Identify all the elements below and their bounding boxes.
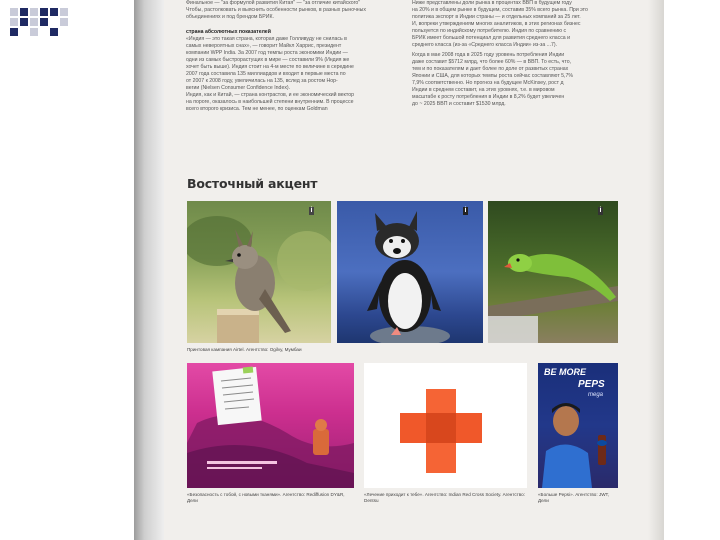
text-line: политика экспорт в Индии страны — и отдельных компаний за 25 лет. xyxy=(412,14,581,20)
text-line: 7,9% соответственно. Но прогноз на будущее McKinsey, рост д xyxy=(412,80,564,86)
text-line: масштабе к росту потребления в Индии в 8,2% будет увеличен xyxy=(412,94,565,100)
slide-square-navy-2 xyxy=(40,8,48,16)
slide-square-light-5 xyxy=(30,18,38,26)
text-line: пользуется по индийскому потребителю. Индия по сравнению с xyxy=(412,28,567,34)
left-text-column xyxy=(186,0,401,162)
slide-square-navy-7 xyxy=(50,28,58,36)
cricketer-illustration xyxy=(538,363,618,488)
text-line: самых невероятных снах», — говорит Майкл Харрис, президент xyxy=(186,43,342,49)
text-line: хочет быть выше). Индия стоит на 4-м месте по величине в середине xyxy=(186,64,354,70)
slide-square-navy-1 xyxy=(20,8,28,16)
row2-right-caption: «Больше Pepsi». Агентство: JWT, Дели xyxy=(538,492,610,503)
text-line: Ниже представлены доли рынка в процентах ВВП в будущем году xyxy=(412,0,572,6)
row2-mid-caption: «Лечение приходит к тебе». Агентство: Indian Red Cross Society. Агентство: Dentsu xyxy=(364,492,525,503)
text-line: Финальное — "за формулой развития Китая" — "за отличие китайского" xyxy=(186,0,361,6)
section-heading: Восточный акцент xyxy=(187,176,318,191)
slide-square-light-2 xyxy=(30,8,38,16)
text-line: до ~ 2025 ВВП и составит $1530 млрд. xyxy=(412,101,506,107)
text-line: от 2007 к 2008 году, увеличилась на 135, вслед за ростом Нор- xyxy=(186,78,338,84)
row2-left-caption: «Безопасность с тобой, с новыми тканями». Агентство: Rediffusion DY&R, Дели xyxy=(187,492,345,503)
text-line: 2007 года составила 135 миллиардов и входит в первые места по xyxy=(186,71,346,77)
text-line: И, вопреки утверждениям многих аналитиков, в этих регионах бизнес xyxy=(412,21,581,27)
text-line: тем и по показателям и дает более по доле от развитых странах xyxy=(412,66,569,72)
plus-sign-illustration xyxy=(364,363,527,488)
slide-square-navy-5 xyxy=(40,18,48,26)
text-line: на пороге, оказалось в наибольшей степени внутренним. В процессе xyxy=(186,99,354,105)
text-line: Когда в мае 2008 года в 2025 году уровень потребления Индии xyxy=(412,52,565,58)
text-line: объединениях и под брендом БРИК. xyxy=(186,14,274,20)
slide-square-navy-6 xyxy=(10,28,18,36)
column-subheading: страна абсолютных показателей xyxy=(186,29,271,35)
text-line: Индия, как и Китай, — страна контрастов, и ее экономический вектор xyxy=(186,92,354,98)
text-line: даже составит $5712 млрд, что более 60% — в ВВП. То есть, что, xyxy=(412,59,572,65)
page-edge-shadow xyxy=(648,0,664,540)
slide-square-light-1 xyxy=(10,8,18,16)
text-line: Чтобы, растолковать и выяснить особенности рынков, в разных рыночных xyxy=(186,7,366,13)
bird-photo xyxy=(187,201,331,343)
row1-caption: Принтовая кампания Airtel. Агентство: Ogilvy, Мумбаи xyxy=(187,347,302,352)
text-line: на 20% и в общем рынке в будущем, составив 35% всего рынка. При это xyxy=(412,7,588,13)
husky-penguin-photo xyxy=(337,201,483,343)
text-line: Индии в среднем составит, на этих уровнях, т.е. в мировом xyxy=(412,87,555,93)
poster-headline: BE MORE xyxy=(544,367,587,377)
slide-square-navy-3 xyxy=(50,8,58,16)
text-line: Японии и США, для которых темпы роста сейчас составляют 5,7% xyxy=(412,73,573,79)
red-cross-ad xyxy=(364,363,527,488)
textile-ad-illustration xyxy=(187,363,354,488)
slide-square-light-6 xyxy=(60,18,68,26)
text-line: БРИК имеет большой потенциал для развития среднего класса и xyxy=(412,35,571,41)
right-text-column xyxy=(412,0,618,162)
poster-brand: PEPS xyxy=(578,379,605,390)
text-line: компании WPP India. За 2007 год темпы роста экономики Индии — xyxy=(186,50,348,56)
text-line: «Индия — это такая страна, которая даже Голливуду не снилась в xyxy=(186,36,347,42)
slide-square-light-7 xyxy=(30,28,38,36)
text-line: среднего класса (из-за «Среднего класса Индии» из-за ...7). xyxy=(412,42,558,48)
poster-tagline: mega xyxy=(588,392,604,398)
brand-logo-icon: i xyxy=(464,207,467,214)
brand-logo-icon: i xyxy=(310,207,313,214)
slide-square-navy-4 xyxy=(20,18,28,26)
slide-square-light-4 xyxy=(10,18,18,26)
parrot-photo xyxy=(488,201,618,343)
husky-penguin-illustration xyxy=(337,201,483,343)
text-line: вегии (Nielsen Consumer Confidence Index). xyxy=(186,85,291,91)
slide-square-light-3 xyxy=(60,8,68,16)
brand-logo-icon: i xyxy=(599,207,602,214)
parrot-illustration xyxy=(488,201,618,343)
page-spine-shadow xyxy=(134,0,164,540)
text-line: всего второго кризиса. Тем не менее, по оценкам Goldman xyxy=(186,106,328,112)
pepsi-poster-ad xyxy=(538,363,618,488)
bird-illustration xyxy=(187,201,331,343)
text-line: одни из самых быстрорастущих в мире — составили 9% (Индия же xyxy=(186,57,350,63)
pink-textile-ad xyxy=(187,363,354,488)
